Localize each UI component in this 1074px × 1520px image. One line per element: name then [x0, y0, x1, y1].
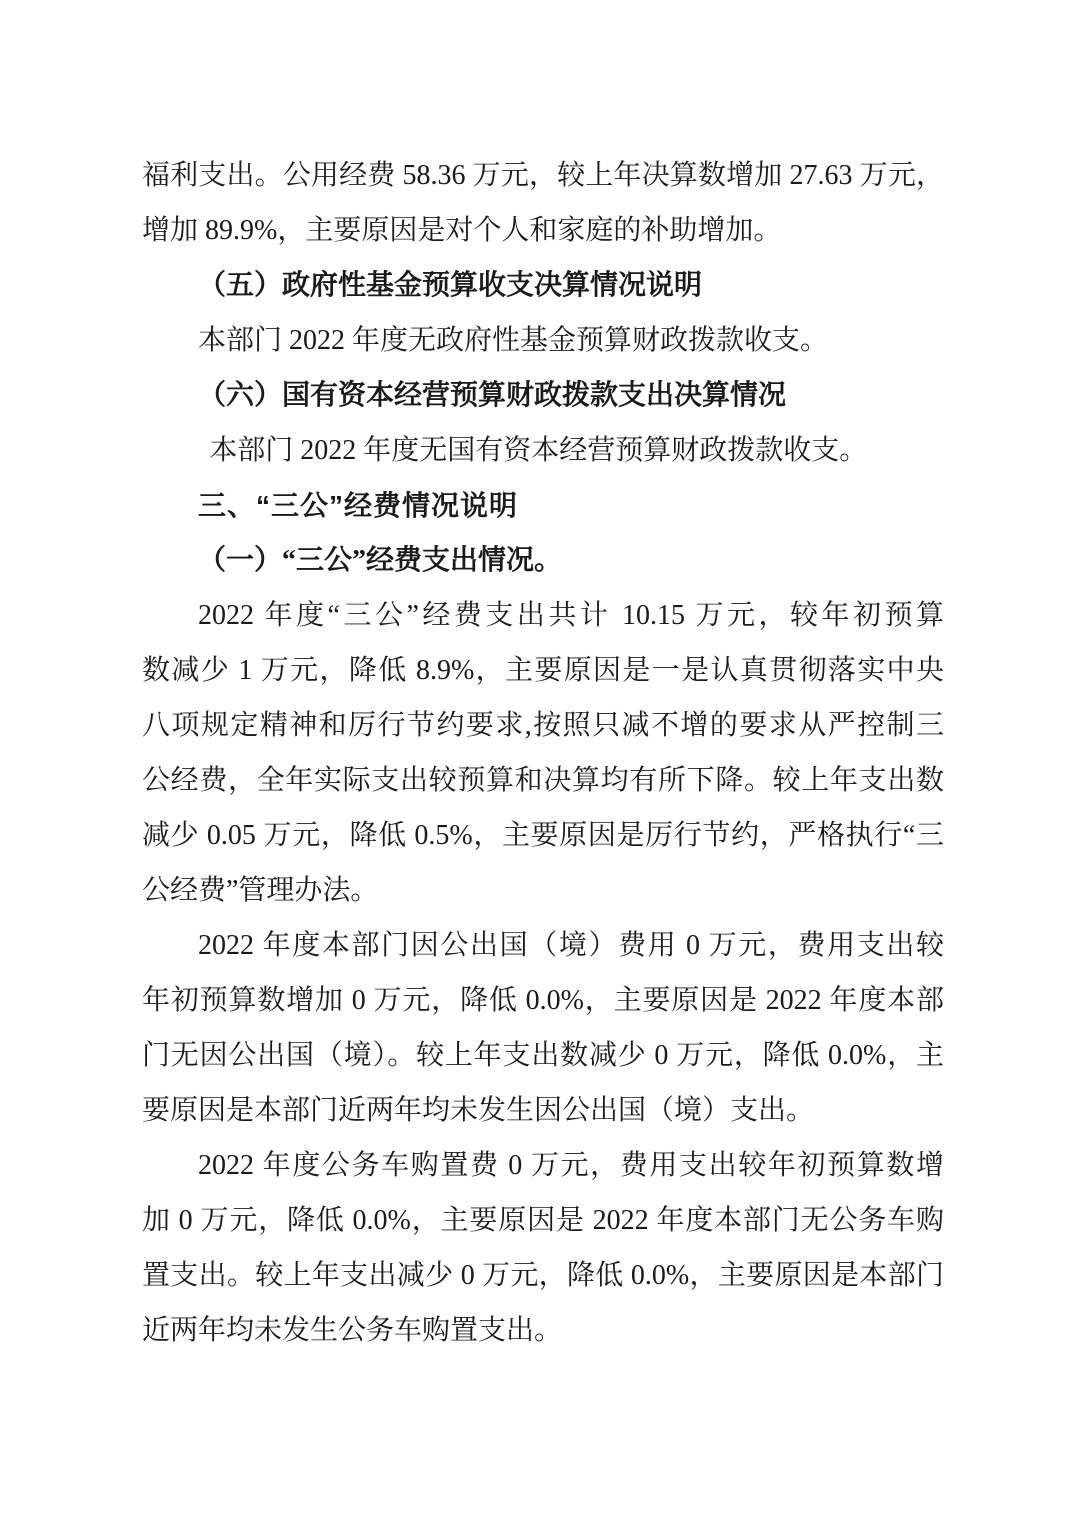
para-overseas-trips-line-1: 2022 年度本部门因公出国（境）费用 0 万元，费用支出较 [198, 930, 944, 961]
document-body [142, 148, 944, 1358]
para-expense-summary-line-4: 公经费，全年实际支出较预算和决算均有所下降。较上年支出数 [142, 765, 944, 796]
para-expense-summary-line-6: 公经费”管理办法。 [142, 875, 379, 906]
para-vehicle-purchase-line-1: 2022 年度公务车购置费 0 万元，费用支出较年初预算数增 [198, 1150, 944, 1181]
para-expense-summary-line-5: 减少 0.05 万元，降低 0.5%，主要原因是厉行节约，严格执行“三 [142, 820, 944, 851]
heading-section-5: （五）政府性基金预算收支决算情况说明 [198, 270, 703, 301]
heading-section-6: （六）国有资本经营预算财政拨款支出决算情况 [198, 380, 787, 411]
para-overseas-trips-line-2: 年初预算数增加 0 万元，降低 0.0%，主要原因是 2022 年度本部 [142, 985, 944, 1016]
heading-subsection-1: （一）“三公”经费支出情况。 [198, 545, 563, 576]
para-state-capital-budget: 本部门 2022 年度无国有资本经营预算财政拨款收支。 [209, 435, 868, 466]
para-expense-summary-line-1: 2022 年度“三公”经费支出共计 10.15 万元，较年初预算 [198, 600, 944, 631]
para-vehicle-purchase-line-3: 置支出。较上年支出减少 0 万元，降低 0.0%，主要原因是本部门 [142, 1260, 944, 1291]
para-gov-fund-budget: 本部门 2022 年度无政府性基金预算财政拨款收支。 [198, 325, 829, 356]
para-welfare-line-2: 增加 89.9%，主要原因是对个人和家庭的补助增加。 [142, 215, 782, 246]
heading-three-public-funds: 三、“三公”经费情况说明 [198, 490, 519, 521]
para-expense-summary-line-3: 八项规定精神和厉行节约要求,按照只减不增的要求从严控制三 [142, 710, 944, 741]
para-welfare-line-1: 福利支出。公用经费 58.36 万元，较上年决算数增加 27.63 万元， [142, 160, 944, 191]
para-overseas-trips-line-3: 门无因公出国（境）。较上年支出数减少 0 万元，降低 0.0%，主 [142, 1040, 944, 1071]
para-vehicle-purchase-line-4: 近两年均未发生公务车购置支出。 [142, 1315, 563, 1346]
para-vehicle-purchase-line-2: 加 0 万元，降低 0.0%，主要原因是 2022 年度本部门无公务车购 [142, 1205, 944, 1236]
para-expense-summary-line-2: 数减少 1 万元，降低 8.9%，主要原因是一是认真贯彻落实中央 [142, 655, 944, 686]
para-overseas-trips-line-4: 要原因是本部门近两年均未发生因公出国（境）支出。 [142, 1095, 815, 1126]
